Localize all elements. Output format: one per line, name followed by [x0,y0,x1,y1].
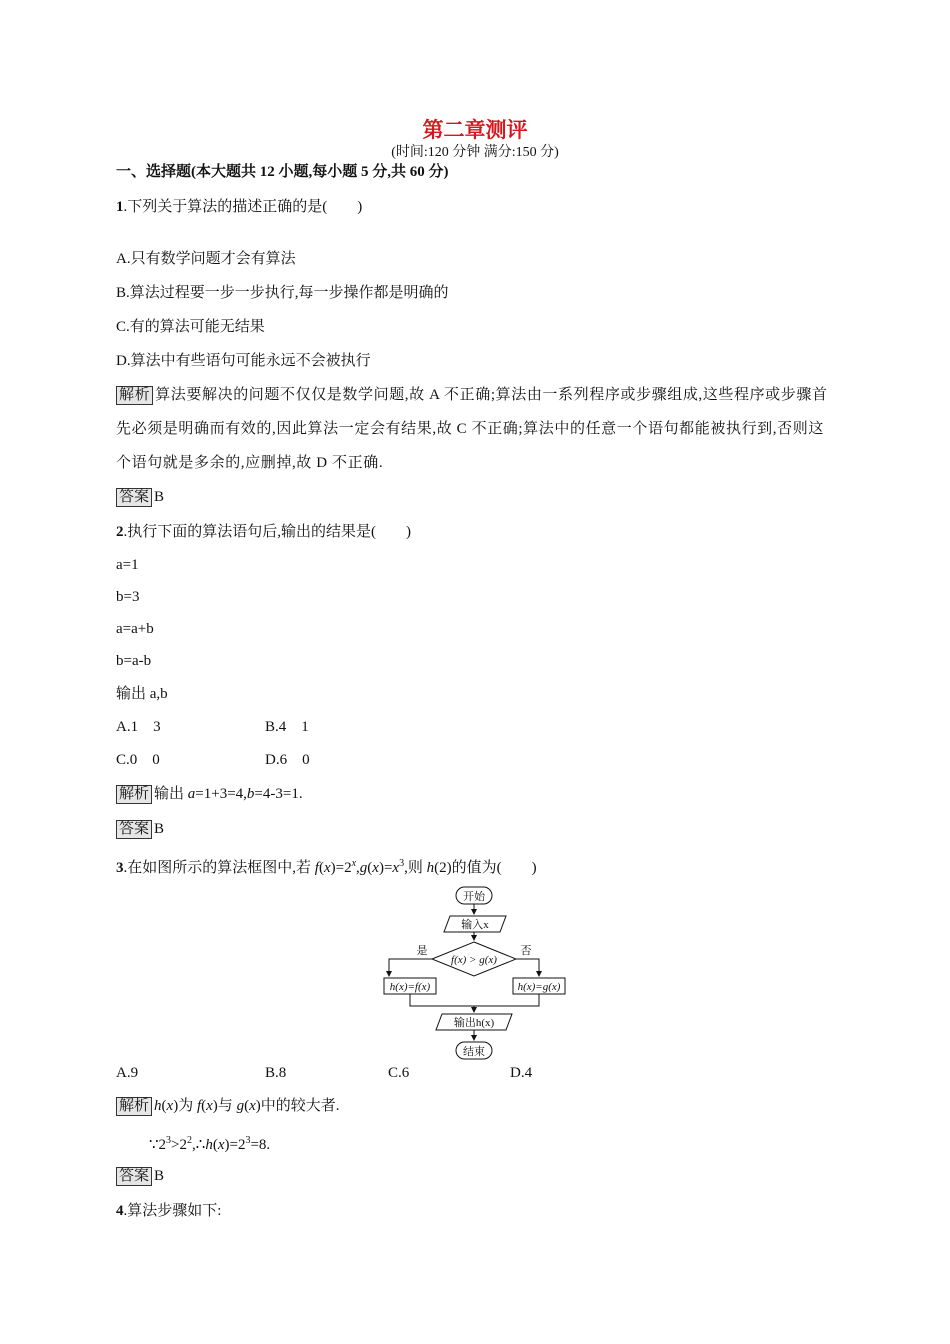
analysis-text: 输出 [154,786,188,802]
func-f: f [314,860,319,876]
no-label: 否 [520,945,532,957]
question-text: .算法步骤如下: [123,1203,222,1219]
yes-label: 是 [416,945,428,957]
var-x: x [206,1098,213,1114]
q2-analysis [116,785,303,804]
answer-value: B [154,1168,165,1184]
output-label: 输出h(x) [453,1017,495,1029]
q3-answer [116,1167,164,1186]
q2-option-d: D.6 0 [265,752,310,768]
func-h: h [426,860,435,876]
question-number: 2 [116,524,124,540]
analysis-text: 为 [178,1098,197,1114]
page-title: 第二章测评 [422,118,528,142]
var-x: x [372,860,379,876]
end-label: 结束 [463,1046,485,1058]
question-2-stem [116,523,411,541]
flowchart [380,884,570,1064]
q2-answer [116,820,164,839]
code-line: a=1 [116,557,139,573]
q3-analysis: 解析 h(x)为 f(x)与 g(x)中的较大者. [116,1097,340,1116]
question-text: .下列关于算法的描述正确的是( ) [123,199,363,215]
code-line: b=3 [116,589,140,605]
derivation-text: >2 [171,1137,188,1153]
code-line: b=a-b [116,653,152,669]
var-b: b [246,786,255,802]
var-x: x [392,860,400,876]
question-3-stem: 3.在如图所示的算法框图中,若 $f(x)=2^x,g(x)=x^3$,则 h(2)的值为( ) [116,858,537,876]
func-g: g [359,860,368,876]
var-x: x [323,860,331,876]
answer-tag: 答案 [116,1167,152,1186]
exponent: 3 [399,858,405,869]
section-heading-text: 一、选择题(本大题共 12 小题,每小题 5 分,共 60 分) [116,164,449,180]
q3-option-b: B.8 [265,1065,287,1081]
analysis-text: =4-3=1. [254,786,303,802]
question-text: .在如图所示的算法框图中,若 [123,860,315,876]
analysis-tag: 解析 [116,386,153,405]
exam-info: (时间:120 分钟 满分:150 分) [391,145,559,160]
assign-g-label: h(x)=g(x) [517,981,561,993]
assign-f-label: h(x)=f(x) [389,981,431,993]
start-label: 开始 [463,891,485,903]
func-g: g [236,1098,245,1114]
var-x: x [217,1137,225,1153]
exponent: 3 [166,1135,172,1146]
var-x: x [166,1098,174,1114]
func-f: f [196,1098,202,1114]
code-line: a=a+b [116,621,154,637]
derivation-text: =8. [250,1137,271,1153]
q3-option-d: D.4 [510,1065,533,1081]
q3-option-a: A.9 [116,1065,139,1081]
exponent: 3 [245,1135,251,1146]
question-text: (2)的值为( ) [434,860,537,876]
exponent: 2 [187,1135,193,1146]
analysis-tag: 解析 [116,1097,152,1116]
question-4-stem [116,1202,221,1220]
answer-tag: 答案 [116,488,152,507]
answer-value: B [154,489,165,505]
analysis-text: 算法要解决的问题不仅仅是数学问题,故 A 不正确;算法由一系列程序或步骤组成,这些程序或步骤首先必须是明确而有效的,因此算法一定会有结果,故 C 不正确;算法中的任意一个语句都能被执行到,否则这个语句就是多余的,应删掉,故 D 不正确. [116,387,828,471]
question-number: 3 [116,860,124,876]
q1-option-d: D.算法中有些语句可能永远不会被执行 [116,353,371,369]
question-number: 1 [116,199,124,215]
func-h: h [154,1098,162,1114]
exponent: x [351,858,357,869]
analysis-text: 与 [217,1098,237,1114]
q3-option-c: C.6 [388,1065,410,1081]
q1-answer [116,488,164,507]
q2-option-a: A.1 3 [116,719,161,735]
analysis-tag: 解析 [116,785,152,804]
analysis-text: 中的较大者. [260,1098,340,1114]
condition-label: f(x) > g(x) [451,954,497,966]
code-line: 输出 a,b [116,686,168,702]
question-1-stem [116,198,362,216]
answer-value: B [154,821,165,837]
q1-option-c: C.有的算法可能无结果 [116,319,265,335]
answer-tag: 答案 [116,820,152,839]
derivation-text: ,∴ [192,1137,206,1153]
q2-option-c: C.0 0 [116,752,160,768]
q1-analysis [116,378,836,480]
question-number: 4 [116,1203,124,1219]
func-h: h [205,1137,213,1153]
q3-derivation: $\because 2^3>2^2,\therefore h(x)=2^3=8$. [149,1135,271,1153]
question-text: )= [378,860,393,876]
var-a: a [187,786,196,802]
q1-option-b: B.算法过程要一步一步执行,每一步操作都是明确的 [116,285,449,301]
q2-option-b: B.4 1 [265,719,309,735]
section-heading [116,163,449,181]
derivation-text: ∵2 [149,1137,167,1153]
analysis-text: =1+3=4, [195,786,247,802]
q1-option-a: A.只有数学问题才会有算法 [116,251,296,267]
question-text: )=2 [330,860,352,876]
derivation-text: =2 [229,1137,246,1153]
var-x: x [249,1098,256,1114]
input-label: 输入x [461,919,489,931]
question-text: .执行下面的算法语句后,输出的结果是( ) [123,524,411,540]
question-text: ,则 [404,860,427,876]
